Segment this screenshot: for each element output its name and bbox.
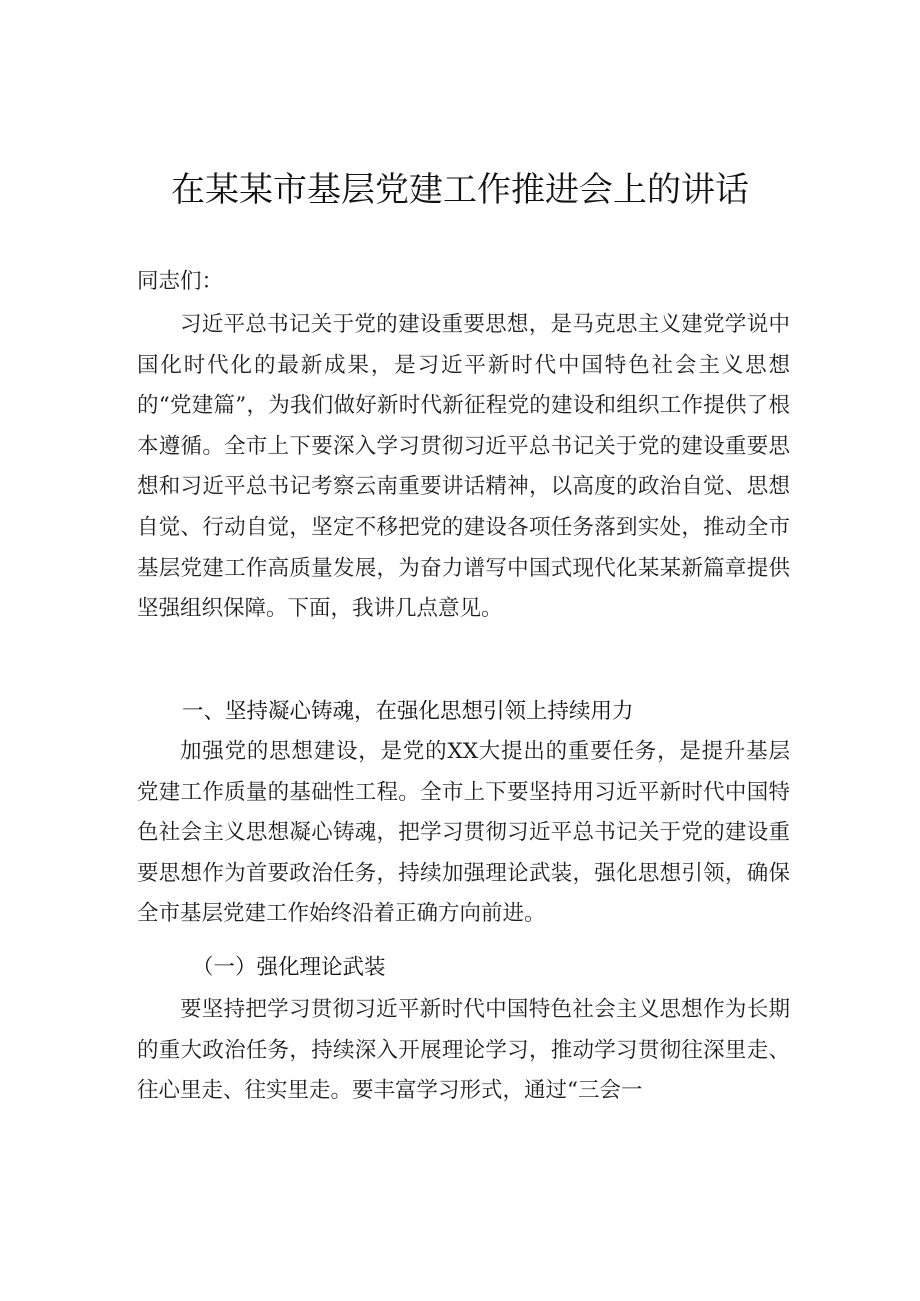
- subsection-1-paragraph: 要坚持把学习贯彻习近平新时代中国特色社会主义思想作为长期的重大政治任务，持续深入开展理论学习，推动学习贯彻往深里走、往心里走、往实里走。要丰富学习形式，通过“三会一: [137, 997, 790, 1104]
- salutation: 同志们：: [137, 269, 224, 294]
- intro-paragraph: 习近平总书记关于党的建设重要思想，是马克思主义建党学说中国化时代化的最新成果，是习近平新时代中国特色社会主义思想的“党建篇”，为我们做好新时代新征程党的建设和组织工作提供了根本遵循。全市上下要深入学习贯彻习近平总书记关于党的建设重要思想和习近平总书记考察云南重要讲话精神，以高度的政治自觉、思想自觉、行动自觉，坚定不移把党的建设各项任务落到实处，推动全市基层党建工作高质量发展，为奋力谱写中国式现代化某某新篇章提供坚强组织保障。下面，我讲几点意见。: [137, 312, 790, 622]
- subsection-heading-1: （一）强化理论武装: [192, 955, 386, 980]
- section-1-paragraph: 加强党的思想建设，是党的XX大提出的重要任务，是提升基层党建工作质量的基础性工程。全市上下要坚持用习近平新时代中国特色社会主义思想凝心铸魂，把学习贯彻习近平总书记关于党的建设重要思想作为首要政治任务，持续加强理论武装，强化思想引领，确保全市基层党建工作始终沿着正确方向前进。: [137, 739, 790, 927]
- document-title: 在某某市基层党建工作推进会上的讲话: [171, 170, 749, 210]
- section-heading-1: 一、坚持凝心铸魂，在强化思想引领上持续用力: [182, 699, 634, 724]
